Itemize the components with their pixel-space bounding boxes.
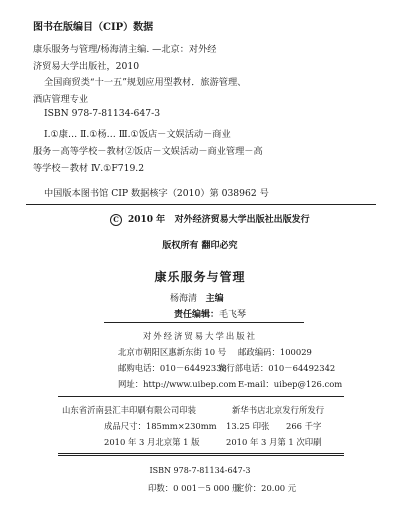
editor-name: 杨海清 xyxy=(170,294,198,304)
divider xyxy=(58,455,344,456)
cip-line: 济贸易大学出版社，2010 xyxy=(33,61,140,72)
cip-title: 图书在版编目（CIP）数据 xyxy=(33,22,154,33)
divider xyxy=(104,322,304,323)
cip-line: 等学校－教材 Ⅳ.①F719.2 xyxy=(33,163,145,174)
print-run: 印数：0 001－5 000 册 xyxy=(148,483,241,493)
rights-reserved: 版权所有 翻印必究 xyxy=(162,241,238,251)
copyright-icon: C xyxy=(110,214,122,226)
cip-isbn: ISBN 978-7-81134-647-3 xyxy=(44,108,161,119)
cip-line: 康乐服务与管理/杨海清主编. —北京：对外经 xyxy=(33,44,217,55)
divider xyxy=(58,453,344,454)
editor-role: 主编 xyxy=(205,294,224,304)
price: 定价：20.00 元 xyxy=(236,483,297,493)
publisher-name: 对外经济贸易大学出版社 xyxy=(142,331,258,341)
responsible-editor-label: 责任编辑： xyxy=(174,310,220,320)
publisher-postcode: 邮政编码：100029 xyxy=(238,347,312,357)
book-title: 康乐服务与管理 xyxy=(154,270,246,284)
email-link[interactable]: E-mail：uibep@126.com xyxy=(238,379,343,389)
editor-line xyxy=(170,291,224,304)
divider xyxy=(26,204,376,205)
impression-info: 2010 年 3 月第 1 次印刷 xyxy=(226,437,322,447)
isbn-number: ISBN 978-7-81134-647-3 xyxy=(149,466,251,475)
mail-order-phone: 邮购电话：010－64492338 xyxy=(118,363,227,373)
printer-name: 山东省沂南县汇丰印刷有限公司印装 xyxy=(62,405,196,415)
publisher-address: 北京市朝阳区惠新东街 10 号 xyxy=(118,347,227,357)
responsible-editor xyxy=(174,307,246,320)
cip-line: 服务－高等学校－教材②饭店－文娱活动－商业管理－高 xyxy=(33,146,263,157)
copyright-publisher: 对外经济贸易大学出版社出版发行 xyxy=(174,215,310,225)
word-count: 266 千字 xyxy=(286,421,322,431)
website-link[interactable]: 网址：http://www.uibep.com xyxy=(118,379,237,389)
copyright-year: 2010 年 xyxy=(128,215,166,225)
trim-size: 成品尺寸：185mm×230mm xyxy=(104,421,217,431)
cip-line: 全国商贸类“十一五”规划应用型教材．旅游管理、 xyxy=(44,77,247,88)
cip-catalog-number: 中国版本图书馆 CIP 数据核字（2010）第 038962 号 xyxy=(44,188,269,199)
divider xyxy=(58,396,344,397)
distributor-name: 新华书店北京发行所发行 xyxy=(232,405,325,415)
copyright-line xyxy=(110,212,310,226)
sheet-count: 13.25 印张 xyxy=(226,421,270,431)
cip-line: Ⅰ.①康… Ⅱ.①杨… Ⅲ.①饭店－文娱活动－商业 xyxy=(44,129,231,140)
distribution-phone: 发行部电话：010－64492342 xyxy=(218,363,336,373)
edition-info: 2010 年 3 月北京第 1 版 xyxy=(104,437,200,447)
responsible-editor-name: 毛飞琴 xyxy=(219,310,247,320)
cip-line: 酒店管理专业 xyxy=(33,94,89,105)
